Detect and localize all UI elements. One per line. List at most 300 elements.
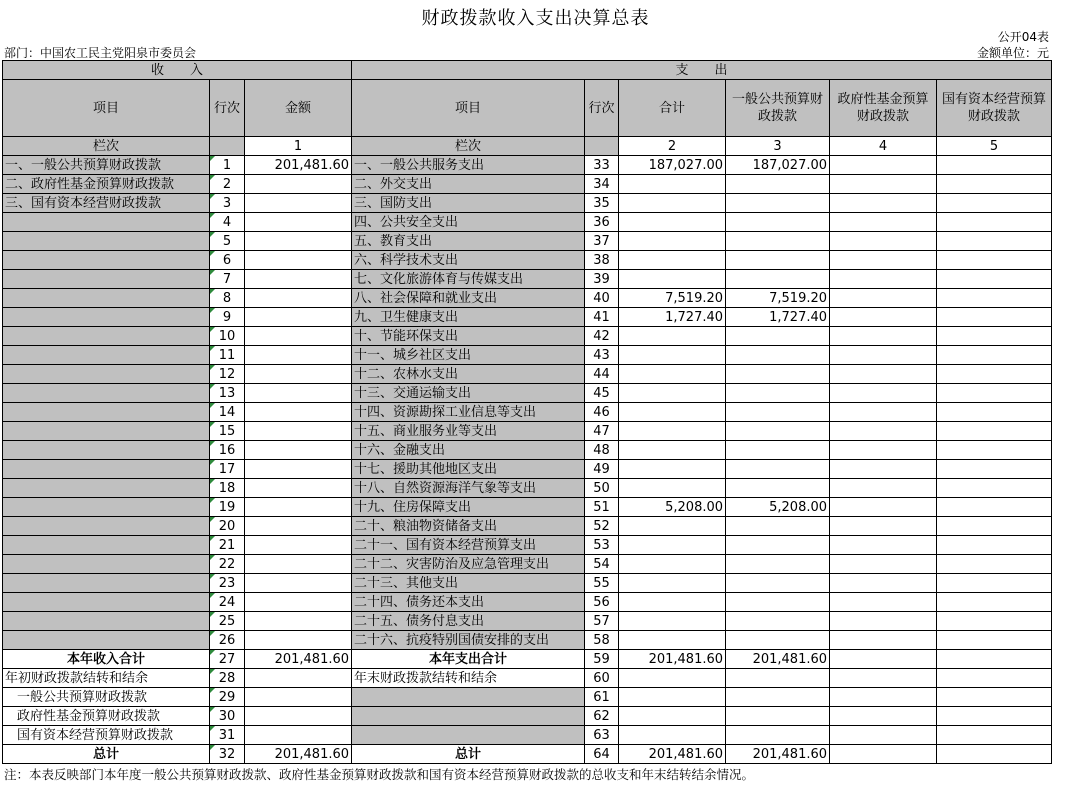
- expense-item-cell[interactable]: 十五、商业服务业等支出: [352, 422, 585, 441]
- expense-capital-cell[interactable]: [937, 517, 1052, 536]
- expense-fund-cell[interactable]: [830, 498, 937, 517]
- income-item-cell[interactable]: [3, 612, 210, 631]
- income-item-cell[interactable]: [3, 270, 210, 289]
- expense-total-capital[interactable]: [937, 650, 1052, 669]
- expense-row-no-cell[interactable]: 33: [585, 156, 619, 175]
- end-sub-general-label[interactable]: [352, 688, 585, 707]
- expense-capital-cell[interactable]: [937, 555, 1052, 574]
- expense-capital-cell[interactable]: [937, 308, 1052, 327]
- end-sub-fund-total[interactable]: [619, 707, 726, 726]
- end-sub-general-general[interactable]: [726, 688, 830, 707]
- expense-general-cell[interactable]: [726, 460, 830, 479]
- income-item-cell[interactable]: [3, 460, 210, 479]
- expense-row-no-cell[interactable]: 58: [585, 631, 619, 650]
- expense-capital-cell[interactable]: [937, 346, 1052, 365]
- expense-capital-cell[interactable]: [937, 441, 1052, 460]
- income-item-cell[interactable]: [3, 479, 210, 498]
- expense-row-no-cell[interactable]: 54: [585, 555, 619, 574]
- expense-capital-cell[interactable]: [937, 213, 1052, 232]
- expense-row-no-cell[interactable]: 57: [585, 612, 619, 631]
- expense-fund-cell[interactable]: [830, 631, 937, 650]
- begin-sub-general-label[interactable]: 一般公共预算财政拨款: [3, 688, 210, 707]
- grand-total-expense-capital[interactable]: [937, 745, 1052, 764]
- expense-general-cell[interactable]: [726, 517, 830, 536]
- income-item-cell[interactable]: 三、国有资本经营财政拨款: [3, 194, 210, 213]
- expense-total-cell[interactable]: [619, 479, 726, 498]
- income-row-no-cell[interactable]: 25: [210, 612, 245, 631]
- expense-item-cell[interactable]: 二十二、灾害防治及应急管理支出: [352, 555, 585, 574]
- income-amount-cell[interactable]: [245, 422, 352, 441]
- begin-sub-general-row-no[interactable]: 29: [210, 688, 245, 707]
- grand-total-income-amount[interactable]: 201,481.60: [245, 745, 352, 764]
- col-index-label-expense[interactable]: 栏次: [352, 137, 585, 156]
- expense-capital-cell[interactable]: [937, 384, 1052, 403]
- expense-row-no-cell[interactable]: 56: [585, 593, 619, 612]
- income-item-cell[interactable]: 一、一般公共预算财政拨款: [3, 156, 210, 175]
- expense-general-cell[interactable]: [726, 327, 830, 346]
- expense-total-cell[interactable]: [619, 327, 726, 346]
- expense-fund-cell[interactable]: [830, 517, 937, 536]
- income-amount-cell[interactable]: [245, 498, 352, 517]
- expense-total-cell[interactable]: [619, 612, 726, 631]
- expense-item-cell[interactable]: 二十、粮油物资储备支出: [352, 517, 585, 536]
- expense-capital-cell[interactable]: [937, 327, 1052, 346]
- expense-fund-cell[interactable]: [830, 346, 937, 365]
- income-total-label[interactable]: 本年收入合计: [3, 650, 210, 669]
- begin-sub-capital-label[interactable]: 国有资本经营预算财政拨款: [3, 726, 210, 745]
- expense-general-cell[interactable]: [726, 422, 830, 441]
- expense-row-no-cell[interactable]: 45: [585, 384, 619, 403]
- end-balance-general[interactable]: [726, 669, 830, 688]
- income-item-cell[interactable]: [3, 574, 210, 593]
- expense-general-cell[interactable]: [726, 213, 830, 232]
- grand-total-income-row-no[interactable]: 32: [210, 745, 245, 764]
- end-sub-fund-label[interactable]: [352, 707, 585, 726]
- expense-general-cell[interactable]: [726, 270, 830, 289]
- income-amount-cell[interactable]: [245, 289, 352, 308]
- begin-sub-fund-row-no[interactable]: 30: [210, 707, 245, 726]
- income-row-no-cell[interactable]: 26: [210, 631, 245, 650]
- expense-fund-cell[interactable]: [830, 536, 937, 555]
- income-item-cell[interactable]: [3, 403, 210, 422]
- expense-general-cell[interactable]: 1,727.40: [726, 308, 830, 327]
- income-row-no-cell[interactable]: 18: [210, 479, 245, 498]
- expense-total-row-no[interactable]: 59: [585, 650, 619, 669]
- expense-fund-cell[interactable]: [830, 194, 937, 213]
- expense-capital-cell[interactable]: [937, 194, 1052, 213]
- expense-item-cell[interactable]: 五、教育支出: [352, 232, 585, 251]
- expense-general-cell[interactable]: [726, 631, 830, 650]
- income-row-no-cell[interactable]: 11: [210, 346, 245, 365]
- income-amount-cell[interactable]: [245, 441, 352, 460]
- income-row-no-cell[interactable]: 3: [210, 194, 245, 213]
- income-item-cell[interactable]: 二、政府性基金预算财政拨款: [3, 175, 210, 194]
- expense-item-cell[interactable]: 三、国防支出: [352, 194, 585, 213]
- expense-capital-cell[interactable]: [937, 479, 1052, 498]
- expense-capital-cell[interactable]: [937, 403, 1052, 422]
- expense-row-no-cell[interactable]: 48: [585, 441, 619, 460]
- income-item-cell[interactable]: [3, 498, 210, 517]
- expense-total-cell[interactable]: [619, 536, 726, 555]
- expense-item-cell[interactable]: 十二、农林水支出: [352, 365, 585, 384]
- expense-total-cell[interactable]: 1,727.40: [619, 308, 726, 327]
- expense-fund-cell[interactable]: [830, 384, 937, 403]
- end-sub-capital-row-no[interactable]: 63: [585, 726, 619, 745]
- expense-fund-cell[interactable]: [830, 403, 937, 422]
- expense-fund-cell[interactable]: [830, 175, 937, 194]
- expense-row-no-cell[interactable]: 36: [585, 213, 619, 232]
- expense-row-no-cell[interactable]: 52: [585, 517, 619, 536]
- expense-item-cell[interactable]: 十一、城乡社区支出: [352, 346, 585, 365]
- expense-fund-cell[interactable]: [830, 479, 937, 498]
- expense-general-cell[interactable]: [726, 175, 830, 194]
- expense-row-no-cell[interactable]: 47: [585, 422, 619, 441]
- expense-fund-cell[interactable]: [830, 460, 937, 479]
- expense-row-no-cell[interactable]: 42: [585, 327, 619, 346]
- grand-total-expense-label[interactable]: 总计: [352, 745, 585, 764]
- expense-total-cell[interactable]: 187,027.00: [619, 156, 726, 175]
- col-index-label-income[interactable]: 栏次: [3, 137, 210, 156]
- end-sub-fund-general[interactable]: [726, 707, 830, 726]
- end-sub-capital-total[interactable]: [619, 726, 726, 745]
- expense-item-cell[interactable]: 八、社会保障和就业支出: [352, 289, 585, 308]
- expense-capital-cell[interactable]: [937, 631, 1052, 650]
- expense-section-header[interactable]: 支 出: [352, 61, 1052, 80]
- expense-total-cell[interactable]: [619, 441, 726, 460]
- expense-total-cell[interactable]: [619, 232, 726, 251]
- expense-item-cell[interactable]: 四、公共安全支出: [352, 213, 585, 232]
- income-amount-cell[interactable]: [245, 194, 352, 213]
- expense-general-cell[interactable]: [726, 384, 830, 403]
- col-index-1[interactable]: 1: [245, 137, 352, 156]
- expense-capital-cell[interactable]: [937, 251, 1052, 270]
- income-amount-cell[interactable]: [245, 270, 352, 289]
- expense-total-general[interactable]: 201,481.60: [726, 650, 830, 669]
- expense-fund-cell[interactable]: [830, 213, 937, 232]
- expense-general-cell[interactable]: [726, 479, 830, 498]
- expense-general-cell[interactable]: [726, 536, 830, 555]
- expense-total-cell[interactable]: 7,519.20: [619, 289, 726, 308]
- expense-row-no-cell[interactable]: 35: [585, 194, 619, 213]
- end-sub-fund-fund[interactable]: [830, 707, 937, 726]
- income-item-cell[interactable]: [3, 422, 210, 441]
- expense-general-cell[interactable]: 187,027.00: [726, 156, 830, 175]
- expense-row-no-cell[interactable]: 55: [585, 574, 619, 593]
- end-balance-label[interactable]: 年末财政拨款结转和结余: [352, 669, 585, 688]
- income-row-no-cell[interactable]: 5: [210, 232, 245, 251]
- expense-total-cell[interactable]: [619, 213, 726, 232]
- header-total[interactable]: 合计: [619, 80, 726, 137]
- expense-item-cell[interactable]: 十九、住房保障支出: [352, 498, 585, 517]
- expense-capital-cell[interactable]: [937, 574, 1052, 593]
- expense-row-no-cell[interactable]: 40: [585, 289, 619, 308]
- expense-fund-cell[interactable]: [830, 555, 937, 574]
- expense-capital-cell[interactable]: [937, 422, 1052, 441]
- end-balance-capital[interactable]: [937, 669, 1052, 688]
- income-item-cell[interactable]: [3, 441, 210, 460]
- expense-item-cell[interactable]: 十六、金融支出: [352, 441, 585, 460]
- income-amount-cell[interactable]: [245, 631, 352, 650]
- income-item-cell[interactable]: [3, 232, 210, 251]
- income-row-no-cell[interactable]: 15: [210, 422, 245, 441]
- expense-total-cell[interactable]: [619, 555, 726, 574]
- income-item-cell[interactable]: [3, 346, 210, 365]
- header-income-item[interactable]: 项目: [3, 80, 210, 137]
- col-index-blank[interactable]: [585, 137, 619, 156]
- expense-general-cell[interactable]: [726, 555, 830, 574]
- expense-general-cell[interactable]: [726, 346, 830, 365]
- income-row-no-cell[interactable]: 7: [210, 270, 245, 289]
- income-item-cell[interactable]: [3, 308, 210, 327]
- expense-total-cell[interactable]: 5,208.00: [619, 498, 726, 517]
- expense-item-cell[interactable]: 二十三、其他支出: [352, 574, 585, 593]
- expense-item-cell[interactable]: 二、外交支出: [352, 175, 585, 194]
- header-income-amount[interactable]: 金额: [245, 80, 352, 137]
- expense-item-cell[interactable]: 七、文化旅游体育与传媒支出: [352, 270, 585, 289]
- begin-balance-amount[interactable]: [245, 669, 352, 688]
- expense-total-fund[interactable]: [830, 650, 937, 669]
- income-total-amount[interactable]: 201,481.60: [245, 650, 352, 669]
- begin-sub-capital-row-no[interactable]: 31: [210, 726, 245, 745]
- expense-total-cell[interactable]: [619, 346, 726, 365]
- expense-item-cell[interactable]: 十七、援助其他地区支出: [352, 460, 585, 479]
- expense-capital-cell[interactable]: [937, 612, 1052, 631]
- grand-total-expense-total[interactable]: 201,481.60: [619, 745, 726, 764]
- expense-fund-cell[interactable]: [830, 365, 937, 384]
- expense-item-cell[interactable]: 十三、交通运输支出: [352, 384, 585, 403]
- income-row-no-cell[interactable]: 6: [210, 251, 245, 270]
- expense-total-cell[interactable]: [619, 403, 726, 422]
- expense-general-cell[interactable]: 5,208.00: [726, 498, 830, 517]
- income-row-no-cell[interactable]: 2: [210, 175, 245, 194]
- income-item-cell[interactable]: [3, 384, 210, 403]
- col-index-blank[interactable]: [210, 137, 245, 156]
- income-amount-cell[interactable]: [245, 232, 352, 251]
- income-amount-cell[interactable]: [245, 593, 352, 612]
- begin-sub-fund-amount[interactable]: [245, 707, 352, 726]
- expense-total-total[interactable]: 201,481.60: [619, 650, 726, 669]
- end-sub-capital-fund[interactable]: [830, 726, 937, 745]
- expense-capital-cell[interactable]: [937, 593, 1052, 612]
- expense-general-cell[interactable]: [726, 194, 830, 213]
- income-row-no-cell[interactable]: 1: [210, 156, 245, 175]
- income-item-cell[interactable]: [3, 536, 210, 555]
- end-sub-capital-general[interactable]: [726, 726, 830, 745]
- income-row-no-cell[interactable]: 21: [210, 536, 245, 555]
- expense-general-cell[interactable]: 7,519.20: [726, 289, 830, 308]
- income-amount-cell[interactable]: [245, 555, 352, 574]
- income-item-cell[interactable]: [3, 327, 210, 346]
- col-index-2[interactable]: 2: [619, 137, 726, 156]
- header-expense-row-no[interactable]: 行次: [585, 80, 619, 137]
- expense-general-cell[interactable]: [726, 365, 830, 384]
- col-index-5[interactable]: 5: [937, 137, 1052, 156]
- end-sub-general-capital[interactable]: [937, 688, 1052, 707]
- expense-total-cell[interactable]: [619, 422, 726, 441]
- income-row-no-cell[interactable]: 4: [210, 213, 245, 232]
- income-amount-cell[interactable]: [245, 612, 352, 631]
- grand-total-expense-general[interactable]: 201,481.60: [726, 745, 830, 764]
- income-amount-cell[interactable]: [245, 308, 352, 327]
- income-row-no-cell[interactable]: 16: [210, 441, 245, 460]
- expense-general-cell[interactable]: [726, 574, 830, 593]
- expense-row-no-cell[interactable]: 46: [585, 403, 619, 422]
- income-row-no-cell[interactable]: 20: [210, 517, 245, 536]
- expense-fund-cell[interactable]: [830, 593, 937, 612]
- expense-total-cell[interactable]: [619, 251, 726, 270]
- income-row-no-cell[interactable]: 22: [210, 555, 245, 574]
- expense-capital-cell[interactable]: [937, 232, 1052, 251]
- income-item-cell[interactable]: [3, 593, 210, 612]
- expense-total-cell[interactable]: [619, 631, 726, 650]
- grand-total-income-label[interactable]: 总计: [3, 745, 210, 764]
- expense-general-cell[interactable]: [726, 232, 830, 251]
- expense-fund-cell[interactable]: [830, 156, 937, 175]
- expense-capital-cell[interactable]: [937, 365, 1052, 384]
- income-amount-cell[interactable]: [245, 460, 352, 479]
- expense-capital-cell[interactable]: [937, 156, 1052, 175]
- expense-item-cell[interactable]: 二十五、债务付息支出: [352, 612, 585, 631]
- expense-capital-cell[interactable]: [937, 289, 1052, 308]
- income-amount-cell[interactable]: [245, 536, 352, 555]
- expense-general-cell[interactable]: [726, 251, 830, 270]
- expense-row-no-cell[interactable]: 34: [585, 175, 619, 194]
- expense-row-no-cell[interactable]: 50: [585, 479, 619, 498]
- expense-item-cell[interactable]: 十四、资源勘探工业信息等支出: [352, 403, 585, 422]
- end-sub-general-fund[interactable]: [830, 688, 937, 707]
- income-item-cell[interactable]: [3, 365, 210, 384]
- expense-total-cell[interactable]: [619, 517, 726, 536]
- expense-row-no-cell[interactable]: 44: [585, 365, 619, 384]
- expense-total-cell[interactable]: [619, 460, 726, 479]
- income-item-cell[interactable]: [3, 517, 210, 536]
- header-income-row-no[interactable]: 行次: [210, 80, 245, 137]
- expense-total-cell[interactable]: [619, 365, 726, 384]
- header-state-capital[interactable]: 国有资本经营预算财政拨款: [937, 80, 1052, 137]
- header-general-budget[interactable]: 一般公共预算财政拨款: [726, 80, 830, 137]
- income-section-header[interactable]: 收 入: [3, 61, 352, 80]
- expense-item-cell[interactable]: 二十四、债务还本支出: [352, 593, 585, 612]
- expense-total-cell[interactable]: [619, 574, 726, 593]
- begin-sub-capital-amount[interactable]: [245, 726, 352, 745]
- income-row-no-cell[interactable]: 17: [210, 460, 245, 479]
- expense-item-cell[interactable]: 九、卫生健康支出: [352, 308, 585, 327]
- income-row-no-cell[interactable]: 9: [210, 308, 245, 327]
- income-row-no-cell[interactable]: 24: [210, 593, 245, 612]
- expense-general-cell[interactable]: [726, 593, 830, 612]
- end-sub-fund-row-no[interactable]: 62: [585, 707, 619, 726]
- end-balance-total[interactable]: [619, 669, 726, 688]
- end-sub-capital-capital[interactable]: [937, 726, 1052, 745]
- expense-fund-cell[interactable]: [830, 270, 937, 289]
- income-amount-cell[interactable]: [245, 365, 352, 384]
- expense-capital-cell[interactable]: [937, 536, 1052, 555]
- grand-total-expense-fund[interactable]: [830, 745, 937, 764]
- expense-row-no-cell[interactable]: 49: [585, 460, 619, 479]
- expense-total-cell[interactable]: [619, 194, 726, 213]
- expense-row-no-cell[interactable]: 53: [585, 536, 619, 555]
- income-item-cell[interactable]: [3, 289, 210, 308]
- expense-fund-cell[interactable]: [830, 327, 937, 346]
- income-item-cell[interactable]: [3, 631, 210, 650]
- expense-fund-cell[interactable]: [830, 574, 937, 593]
- end-balance-fund[interactable]: [830, 669, 937, 688]
- income-amount-cell[interactable]: [245, 384, 352, 403]
- header-gov-fund[interactable]: 政府性基金预算财政拨款: [830, 80, 937, 137]
- expense-total-cell[interactable]: [619, 175, 726, 194]
- expense-general-cell[interactable]: [726, 441, 830, 460]
- expense-fund-cell[interactable]: [830, 422, 937, 441]
- income-amount-cell[interactable]: [245, 327, 352, 346]
- income-row-no-cell[interactable]: 12: [210, 365, 245, 384]
- income-amount-cell[interactable]: 201,481.60: [245, 156, 352, 175]
- income-item-cell[interactable]: [3, 213, 210, 232]
- expense-fund-cell[interactable]: [830, 612, 937, 631]
- income-item-cell[interactable]: [3, 251, 210, 270]
- expense-item-cell[interactable]: 十八、自然资源海洋气象等支出: [352, 479, 585, 498]
- end-balance-row-no[interactable]: 60: [585, 669, 619, 688]
- income-row-no-cell[interactable]: 14: [210, 403, 245, 422]
- expense-item-cell[interactable]: 十、节能环保支出: [352, 327, 585, 346]
- income-row-no-cell[interactable]: 13: [210, 384, 245, 403]
- end-sub-general-total[interactable]: [619, 688, 726, 707]
- income-row-no-cell[interactable]: 10: [210, 327, 245, 346]
- income-amount-cell[interactable]: [245, 346, 352, 365]
- begin-balance-row-no[interactable]: 28: [210, 669, 245, 688]
- expense-capital-cell[interactable]: [937, 498, 1052, 517]
- col-index-4[interactable]: 4: [830, 137, 937, 156]
- income-amount-cell[interactable]: [245, 251, 352, 270]
- grand-total-expense-row-no[interactable]: 64: [585, 745, 619, 764]
- expense-general-cell[interactable]: [726, 403, 830, 422]
- expense-general-cell[interactable]: [726, 612, 830, 631]
- end-sub-general-row-no[interactable]: 61: [585, 688, 619, 707]
- income-row-no-cell[interactable]: 23: [210, 574, 245, 593]
- expense-fund-cell[interactable]: [830, 289, 937, 308]
- expense-row-no-cell[interactable]: 43: [585, 346, 619, 365]
- income-amount-cell[interactable]: [245, 517, 352, 536]
- income-amount-cell[interactable]: [245, 175, 352, 194]
- income-amount-cell[interactable]: [245, 479, 352, 498]
- begin-sub-fund-label[interactable]: 政府性基金预算财政拨款: [3, 707, 210, 726]
- begin-balance-label[interactable]: 年初财政拨款结转和结余: [3, 669, 210, 688]
- header-expense-item[interactable]: 项目: [352, 80, 585, 137]
- expense-capital-cell[interactable]: [937, 460, 1052, 479]
- expense-total-label[interactable]: 本年支出合计: [352, 650, 585, 669]
- expense-item-cell[interactable]: 二十一、国有资本经营预算支出: [352, 536, 585, 555]
- expense-item-cell[interactable]: 一、一般公共服务支出: [352, 156, 585, 175]
- expense-row-no-cell[interactable]: 38: [585, 251, 619, 270]
- expense-total-cell[interactable]: [619, 384, 726, 403]
- expense-capital-cell[interactable]: [937, 270, 1052, 289]
- income-row-no-cell[interactable]: 19: [210, 498, 245, 517]
- income-amount-cell[interactable]: [245, 213, 352, 232]
- income-row-no-cell[interactable]: 8: [210, 289, 245, 308]
- begin-sub-general-amount[interactable]: [245, 688, 352, 707]
- income-amount-cell[interactable]: [245, 574, 352, 593]
- expense-fund-cell[interactable]: [830, 232, 937, 251]
- expense-fund-cell[interactable]: [830, 251, 937, 270]
- expense-total-cell[interactable]: [619, 593, 726, 612]
- expense-fund-cell[interactable]: [830, 308, 937, 327]
- expense-total-cell[interactable]: [619, 270, 726, 289]
- expense-item-cell[interactable]: 二十六、抗疫特别国债安排的支出: [352, 631, 585, 650]
- income-item-cell[interactable]: [3, 555, 210, 574]
- expense-item-cell[interactable]: 六、科学技术支出: [352, 251, 585, 270]
- expense-capital-cell[interactable]: [937, 175, 1052, 194]
- income-amount-cell[interactable]: [245, 403, 352, 422]
- end-sub-fund-capital[interactable]: [937, 707, 1052, 726]
